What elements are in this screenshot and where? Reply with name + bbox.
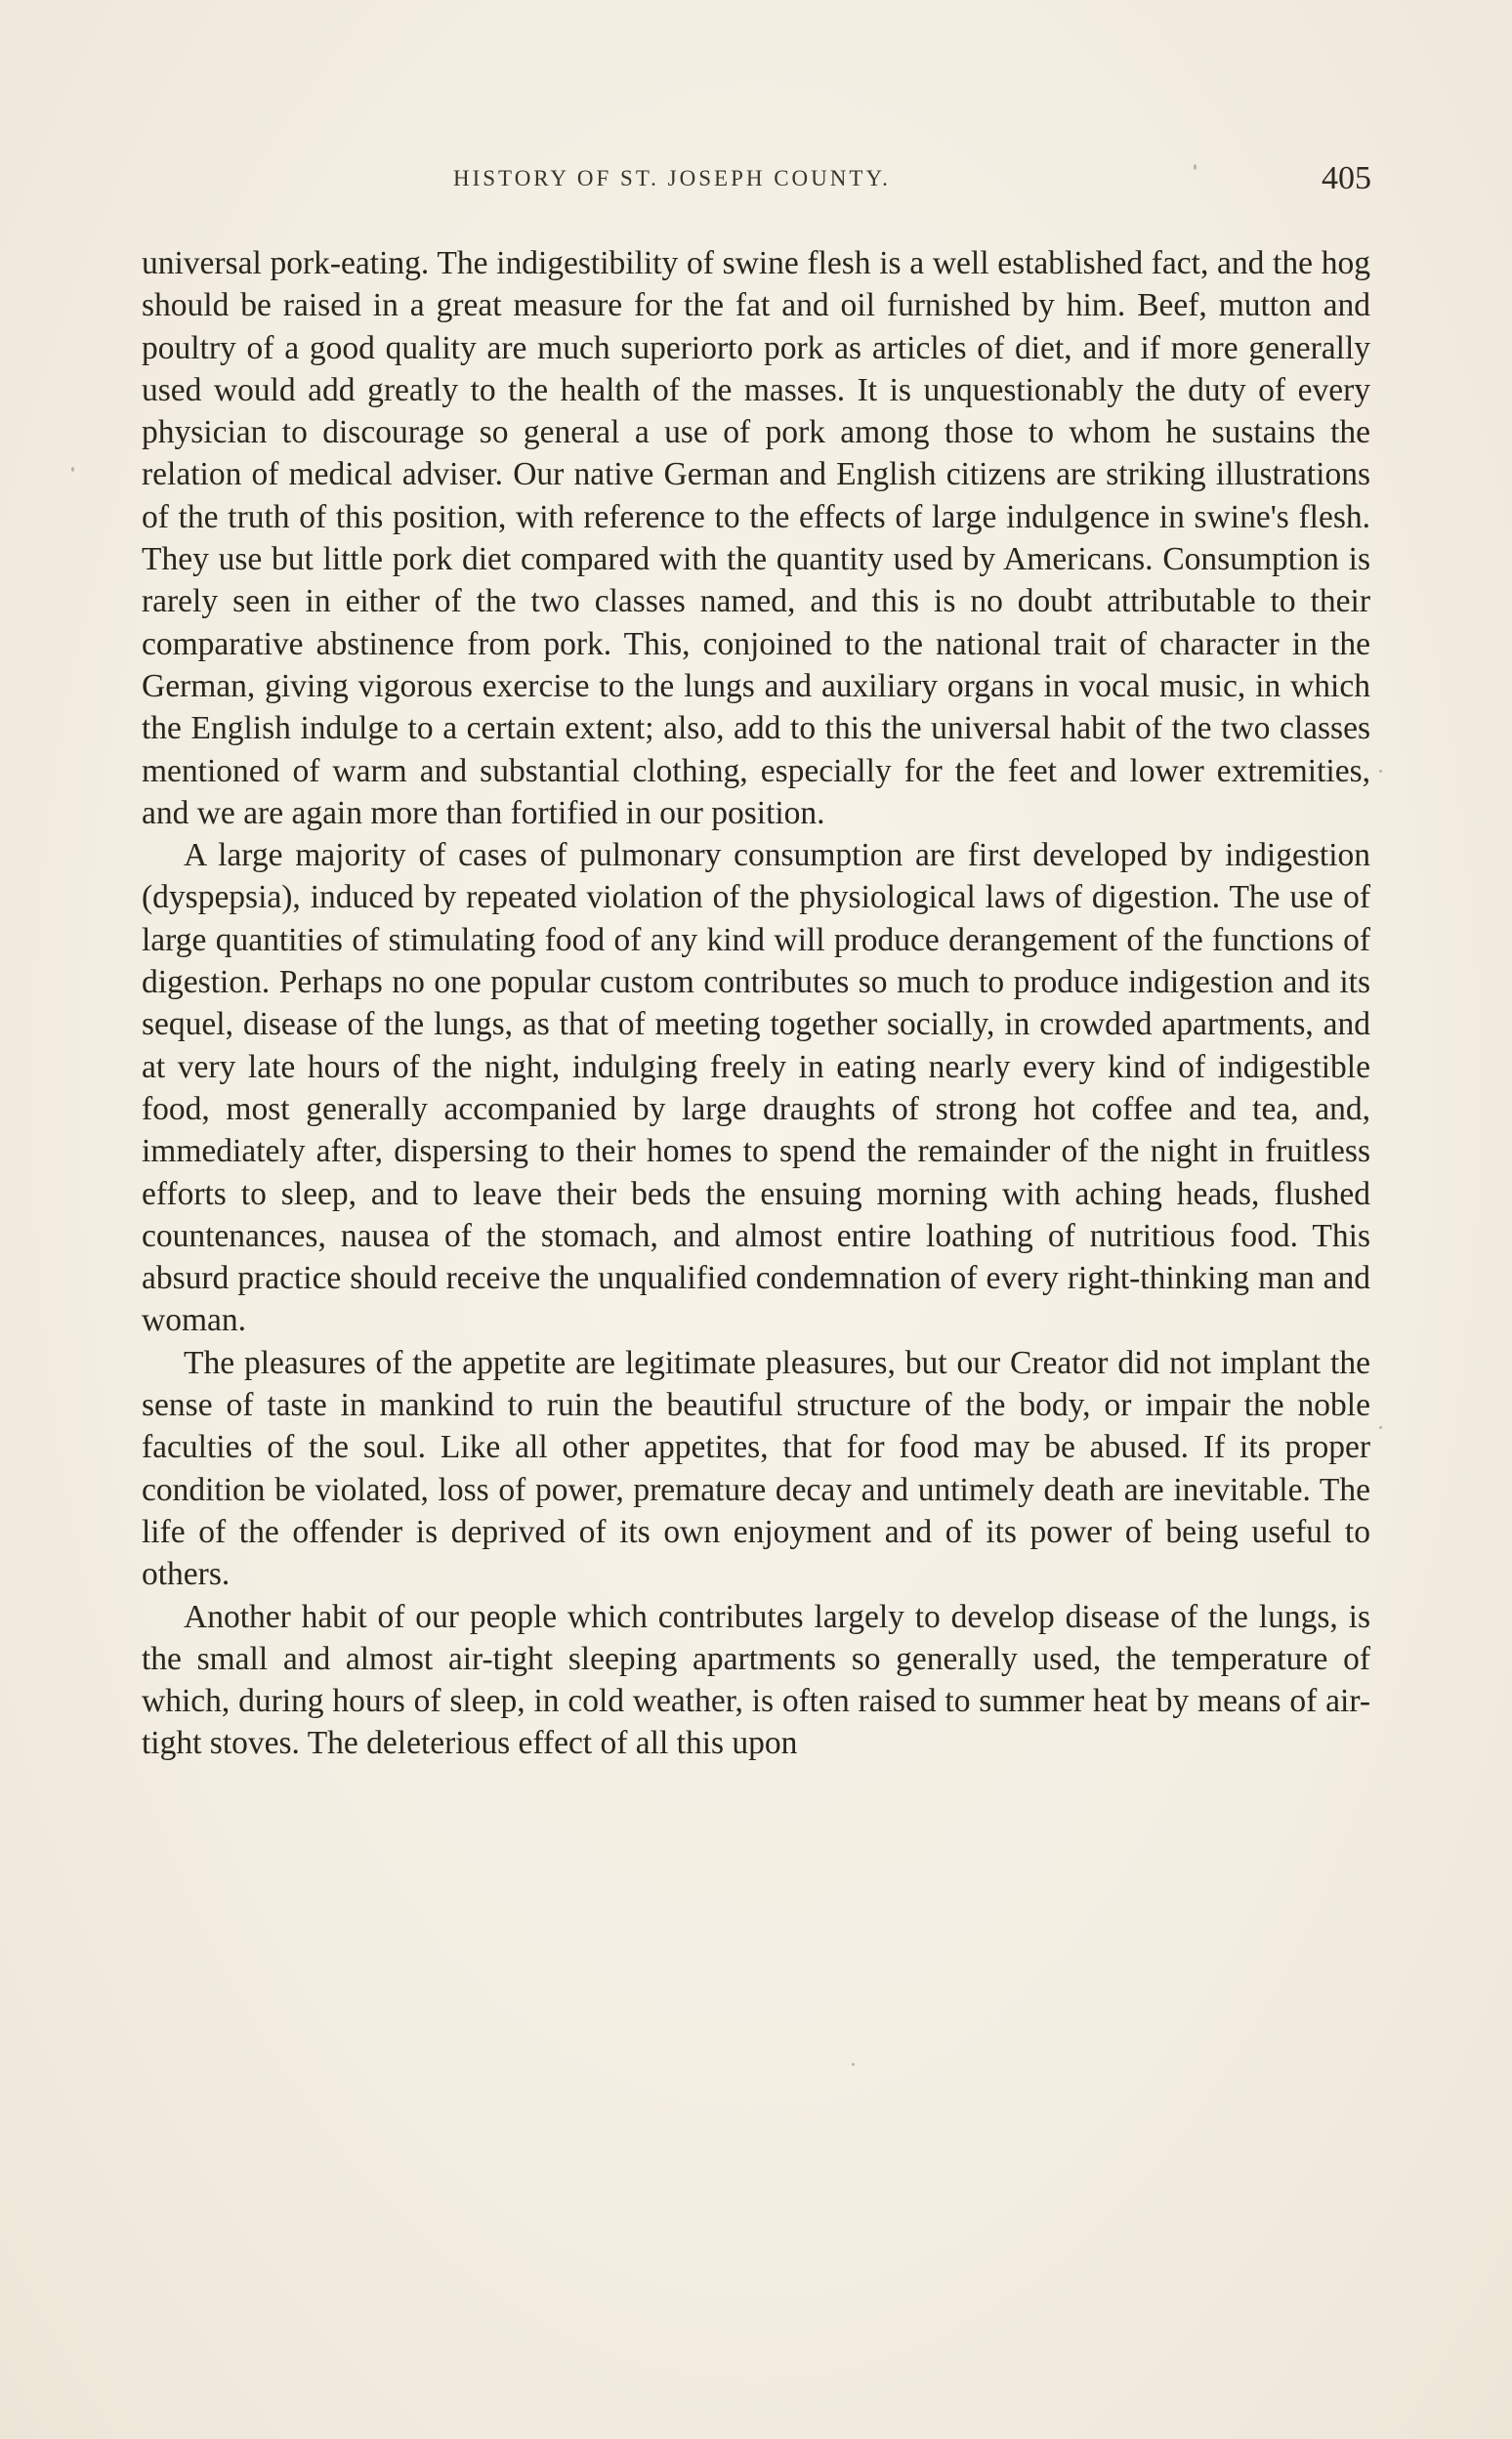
page-number: 405: [1322, 160, 1371, 196]
running-title: HISTORY OF ST. JOSEPH COUNTY.: [453, 166, 891, 190]
paper-speck: [1379, 770, 1382, 773]
paragraph-indigestion: A large majority of cases of pulmonary consumption are first developed by indigestion (dyspepsia), induced by repeated violation of the physiological laws of digestion. The use of large quantities of stimulating food of any kind will produce derangement of the functions of digestion. Perhaps no one popular custom contributes so much to produce indigestion and its sequel, disease of the lungs, as that of meeting together socially, in crowded apartments, and at very late hours of the night, indulging freely in eating nearly every kind of indigestible food, most generally accompanied by large draughts of strong hot coffee and tea, and, immediately after, dispersing to their homes to spend the remainder of the night in fruitless efforts to sleep, and to leave their beds the ensuing morning with aching heads, flushed countenances, nausea of the stomach, and almost entire loathing of nutritious food. This absurd practice should receive the unqualified condemnation of every right-thinking man and woman.: [142, 837, 1370, 1339]
paper-speck: [71, 467, 74, 472]
paper-speck: [852, 2063, 855, 2066]
paper-speck: [1379, 1426, 1382, 1429]
body-text: [142, 242, 1370, 1765]
paper-speck: [1194, 164, 1197, 170]
running-head: [143, 162, 1371, 201]
paragraph-pork-diet: universal pork-eating. The indigestibility of swine flesh is a well established fact, and the hog should be raised in a great measure for the fat and oil furnished by him. Beef, mutton and poultry of a good quality are much superiorto pork as articles of diet, and if more generally used would add greatly to the health of the masses. It is unquestionably the duty of every physician to discourage so general a use of pork among those to whom he sustains the relation of medical adviser. Our native German and English citizens are striking illustrations of the truth of this position, with reference to the effects of large indulgence in swine's flesh. They use but little pork diet compared with the quantity used by Americans. Consumption is rarely seen in either of the two classes named, and this is no doubt attributable to their comparative abstinence from pork. This, conjoined to the national trait of character in the German, giving vigorous exercise to the lungs and auxiliary organs in vocal music, in which the English indulge to a certain extent; also, add to this the universal habit of the two classes mentioned of warm and substantial clothing, especially for the feet and lower extremities, and we are again more than fortified in our position.: [142, 245, 1370, 831]
paragraph-appetite: The pleasures of the appetite are legitimate pleasures, but our Creator did not implant the sense of taste in mankind to ruin the beautiful structure of the body, or impair the noble faculties of the soul. Like all other appetites, that for food may be abused. If its proper condition be violated, loss of power, premature decay and untimely death are inevitable. The life of the offender is deprived of its own enjoyment and of its power of being useful to others.: [142, 1344, 1370, 1593]
paragraph-sleeping-apartments: Another habit of our people which contributes largely to develop disease of the lungs, is the small and almost air-tight sleeping apartments so generally used, the temperature of which, during hours of sleep, in cold weather, is often raised to summer heat by means of air-tight stoves. The deleterious effect of all this upon: [142, 1598, 1370, 1762]
